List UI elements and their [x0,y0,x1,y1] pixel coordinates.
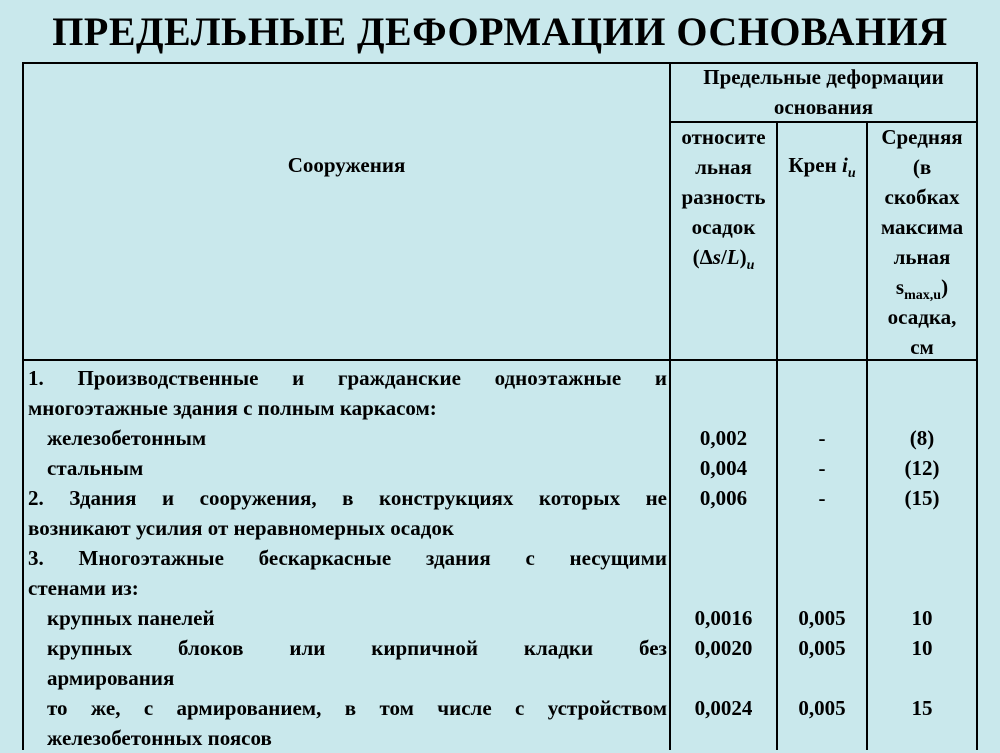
header-avg [868,122,976,362]
header-tilt-text: Крен [788,153,842,177]
header-avg-line-4: максима [880,215,964,239]
formula-open: (Δ [692,245,713,269]
description-line: то же, с армированием, в том числе с устройством [47,696,667,720]
header-avg-line-2: (в [912,155,932,179]
header-group-line-1: Предельные деформации [703,65,944,89]
table-row-8-avg: 15 [911,696,933,720]
table-row-7-avg: 10 [911,636,933,660]
formula-slash: / [720,245,727,269]
smax-close: ) [941,275,949,299]
smax-sub: max,u [904,288,942,304]
description-line: железобетонным [47,426,207,450]
description-line: армирования [47,666,175,690]
header-group [671,62,976,122]
table-row-2-tilt: - [818,426,826,450]
table-row-3-relative: 0,004 [699,456,748,480]
header-avg-line-5: льная [893,245,951,269]
header-relative-line-2: льная [695,155,752,179]
table-row-6-relative: 0,0016 [694,606,753,630]
formula-s: s [712,245,721,269]
table-row-3-tilt: - [818,456,826,480]
description-line: 1. Производственные и гражданские одноэтажные и [28,366,667,390]
table-row-8-description [47,693,667,753]
description-line: стенами из: [28,576,139,600]
header-relative-line-4: осадок [691,215,756,239]
table-row-4-relative: 0,006 [699,486,748,510]
header-relative-line-3: разность [681,185,766,209]
header-avg-line-8: см [910,335,934,359]
table-row-2-description [47,423,667,453]
smax-s: s [895,275,905,299]
description-line: крупных блоков или кирпичной кладки без [47,636,667,660]
table-row-6-avg: 10 [911,606,933,630]
table-row-8-tilt: 0,005 [798,696,846,720]
table-row-3-description [47,453,667,483]
header-tilt [778,150,866,180]
table-row-6-tilt: 0,005 [798,606,846,630]
header-relative-line-1: относите [681,125,766,149]
description-line: многоэтажные здания с полным каркасом: [28,396,437,420]
description-line: железобетонных поясов [47,726,272,750]
description-line: возникают усилия от неравномерных осадок [28,516,454,540]
formula-L: L [726,245,740,269]
header-bottom-divider [22,359,978,361]
description-line: крупных панелей [47,606,215,630]
table-row-8-relative: 0,0024 [694,696,753,720]
table-row-4-description [28,483,667,543]
description-line: стальным [47,456,144,480]
header-tilt-sub: u [847,166,856,182]
formula-sub: u [746,258,755,274]
table-row-1-description [28,363,667,423]
table-row-5-description [28,543,667,603]
table-row-7-description [47,633,667,693]
table-row-4-avg: (15) [904,486,940,510]
header-avg-line-7: осадка, [887,305,957,329]
formula-close: ) [739,245,747,269]
header-relative-formula [671,242,776,272]
page-title: ПРЕДЕЛЬНЫЕ ДЕФОРМАЦИИ ОСНОВАНИЯ [52,9,948,54]
table-row-7-tilt: 0,005 [798,636,846,660]
table-row-3-avg: (12) [904,456,940,480]
header-avg-line-3: скобках [884,185,960,209]
header-tilt-i: i [841,153,848,177]
description-line: 3. Многоэтажные бескаркасные здания с несущими [28,546,667,570]
table-row-2-avg: (8) [909,426,935,450]
table-row-2-relative: 0,002 [699,426,748,450]
table-row-6-description [47,603,667,633]
header-relative [671,122,776,272]
header-avg-smax [868,272,976,302]
header-avg-line-1: Средняя [881,125,963,149]
header-group-line-2: основания [773,95,874,119]
table-border-right [976,62,978,750]
table-row-7-relative: 0,0020 [694,636,753,660]
description-line: 2. Здания и сооружения, в конструкциях которых не [28,486,667,510]
table-row-4-tilt: - [818,486,826,510]
header-structures: Сооружения [287,153,406,177]
